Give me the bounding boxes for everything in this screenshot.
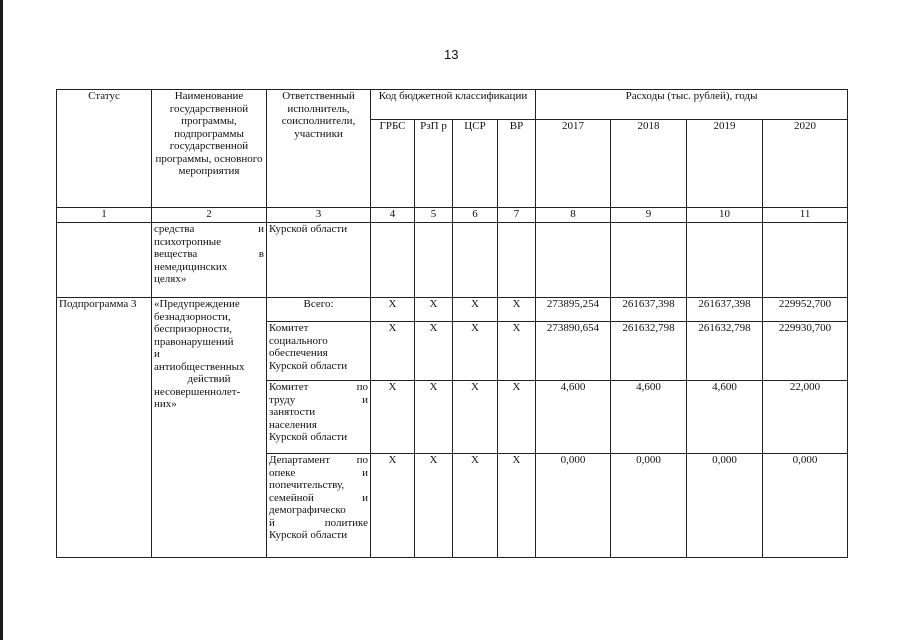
responsible-line: Комитет — [269, 322, 309, 334]
col-number: 5 — [415, 208, 453, 223]
responsible-line: труду и — [269, 393, 368, 406]
code-grbs: X — [371, 298, 415, 322]
header-year-2017: 2017 — [536, 120, 611, 208]
value-2017: 273890,654 — [536, 322, 611, 381]
header-grbs: ГРБС — [371, 120, 415, 208]
code-csr: X — [453, 322, 498, 381]
subprogram-name-line: беспризорности, — [154, 323, 233, 335]
empty-cell — [536, 223, 611, 298]
empty-cell — [371, 223, 415, 298]
value-2020: 229952,700 — [763, 298, 848, 322]
value-2020: 229930,700 — [763, 322, 848, 381]
header-year-2020: 2020 — [763, 120, 848, 208]
col-number: 7 — [498, 208, 536, 223]
responsible-cell — [267, 381, 371, 454]
cont-name-cell — [152, 223, 267, 298]
code-rzpr: X — [415, 454, 453, 558]
cont-name-line: вещества в — [154, 248, 264, 260]
code-rzpr: X — [415, 322, 453, 381]
subprogram-name-line: безнадзорности, — [154, 310, 231, 323]
empty-cell — [687, 223, 763, 298]
value-2019: 261637,398 — [687, 298, 763, 322]
subprogram-name-line: «Предупреждение — [154, 298, 240, 310]
col-number: 1 — [57, 208, 152, 223]
scan-edge — [0, 0, 3, 640]
col-number: 6 — [453, 208, 498, 223]
subprogram-name-line: антиобщественных — [154, 360, 245, 373]
empty-cell — [763, 223, 848, 298]
value-2019: 0,000 — [687, 454, 763, 558]
col-number: 2 — [152, 208, 267, 223]
cont-status-cell — [57, 223, 152, 298]
responsible-total: Всего: — [267, 298, 371, 322]
responsible-line: обеспечения — [269, 347, 328, 359]
subprogram-name-line: правонарушений — [154, 335, 234, 348]
table-row — [57, 298, 848, 322]
code-vr: X — [498, 381, 536, 454]
cont-name-line: целях» — [154, 273, 187, 285]
code-vr: X — [498, 322, 536, 381]
budget-table — [56, 89, 848, 558]
responsible-cell — [267, 322, 371, 381]
responsible-line: населения — [269, 418, 317, 431]
subprogram-status: Подпрограмма 3 — [57, 298, 152, 558]
code-vr: X — [498, 298, 536, 322]
responsible-line: й политике — [269, 516, 368, 529]
header-year-2018: 2018 — [611, 120, 687, 208]
value-2017: 4,600 — [536, 381, 611, 454]
code-csr: X — [453, 298, 498, 322]
value-2018: 261637,398 — [611, 298, 687, 322]
responsible-line: попечительству, — [269, 479, 345, 491]
header-name: Наименование государственной программы, подпрограммы государственной программы, основного мероприятия — [152, 90, 267, 208]
responsible-line: Комитет по — [269, 381, 368, 393]
subprogram-name-line: и — [154, 348, 160, 360]
cont-name-line: немедицинских — [154, 260, 228, 273]
header-status: Статус — [57, 90, 152, 208]
header-csr: ЦСР — [453, 120, 498, 208]
responsible-line: семейной и — [269, 491, 368, 504]
value-2018: 0,000 — [611, 454, 687, 558]
responsible-line: Курской области — [269, 359, 348, 372]
responsible-line: Курской области — [269, 431, 348, 443]
col-number: 4 — [371, 208, 415, 223]
value-2017: 0,000 — [536, 454, 611, 558]
header-responsible: Ответственный исполнитель, соисполнители, участники — [267, 90, 371, 208]
header-expenses: Расходы (тыс. рублей), годы — [536, 90, 848, 120]
header-rzpr: РзП р — [415, 120, 453, 208]
code-vr: X — [498, 454, 536, 558]
empty-cell — [415, 223, 453, 298]
code-rzpr: X — [415, 298, 453, 322]
page-number: 13 — [444, 47, 459, 62]
subprogram-name-line: них» — [154, 398, 177, 410]
value-2017: 273895,254 — [536, 298, 611, 322]
value-2019: 4,600 — [687, 381, 763, 454]
col-number: 9 — [611, 208, 687, 223]
col-number: 8 — [536, 208, 611, 223]
empty-cell — [453, 223, 498, 298]
value-2020: 0,000 — [763, 454, 848, 558]
subprogram-name-line: несовершеннолет- — [154, 385, 241, 398]
cont-name-line: психотропные — [154, 235, 222, 248]
responsible-line: социального — [269, 334, 328, 347]
table-row — [57, 223, 848, 298]
code-grbs: X — [371, 454, 415, 558]
cont-name-line: средства и — [154, 223, 264, 235]
cont-responsible-cell: Курской области — [267, 223, 371, 298]
code-grbs: X — [371, 322, 415, 381]
value-2018: 261632,798 — [611, 322, 687, 381]
subprogram-name-cell — [152, 298, 267, 558]
col-number: 3 — [267, 208, 371, 223]
responsible-line: Курской области — [269, 529, 348, 541]
empty-cell — [611, 223, 687, 298]
responsible-line: опеке и — [269, 466, 368, 479]
header-year-2019: 2019 — [687, 120, 763, 208]
responsible-cell — [267, 454, 371, 558]
col-number: 10 — [687, 208, 763, 223]
header-budget-code: Код бюджетной классификации — [371, 90, 536, 120]
header-vr: ВР — [498, 120, 536, 208]
code-rzpr: X — [415, 381, 453, 454]
value-2019: 261632,798 — [687, 322, 763, 381]
responsible-line: демографическо — [269, 504, 346, 516]
subprogram-name-line: действий — [187, 373, 231, 385]
code-grbs: X — [371, 381, 415, 454]
empty-cell — [498, 223, 536, 298]
code-csr: X — [453, 454, 498, 558]
value-2020: 22,000 — [763, 381, 848, 454]
col-number: 11 — [763, 208, 848, 223]
code-csr: X — [453, 381, 498, 454]
responsible-line: занятости — [269, 406, 316, 418]
value-2018: 4,600 — [611, 381, 687, 454]
responsible-line: Департамент по — [269, 454, 368, 466]
